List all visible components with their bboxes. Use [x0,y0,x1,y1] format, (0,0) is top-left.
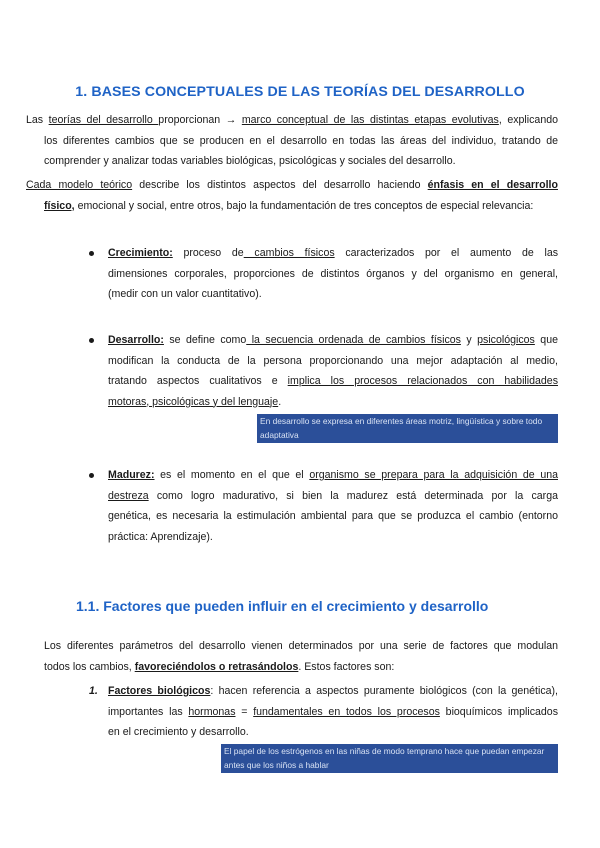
biologicos-line-2 [108,702,558,723]
madurez-line-3: genética, es necesaria la estimulación ambiental para que se produzca el cambio (entorno [108,510,558,522]
bullet-dot [89,251,94,256]
bullet-madurez [108,465,558,547]
factores-line-2 [44,657,558,678]
section-heading-1: 1. BASES CONCEPTUALES DE LAS TEORÍAS DEL DESARROLLO [75,84,525,100]
bold-underlined-text: énfasis en el desarrollo [427,179,558,191]
item-number: 1. [89,685,98,697]
desarrollo-line-2: modifican la conducta de la persona proporcionando una mejor adaptación al medio, [108,354,558,367]
models-line-2 [44,196,558,217]
intro-line-1 [26,110,558,131]
text: importantes las [108,705,189,718]
underlined-text: motoras, psicológicas y del lenguaje [108,395,279,408]
term-label: Factores biológicos [108,685,211,697]
bullet-dot [89,338,94,343]
bold-underlined-text: favoreciéndolos o retrasándolos [134,660,299,673]
text: emocional y social, entre otros, bajo la fundamentación de tres conceptos de especial relevancia: [74,199,534,212]
underlined-text: marco conceptual de las distintas etapas evolutivas [241,114,499,126]
text: , explicando [498,114,558,126]
text: . Estos factores son: [298,660,395,673]
text: todos los cambios, [44,660,135,673]
madurez-line-1 [108,465,558,486]
text: se define como [163,334,247,346]
underlined-text: destreza [108,489,149,502]
models-paragraph [26,175,558,216]
desarrollo-line-4 [108,392,558,413]
annotation-note-2: El papel de los estrógenos en las niñas de modo temprano hace que puedan empezar antes que los niños a hablar [221,744,558,773]
underlined-text: psicológicos [477,334,535,346]
term-label: Desarrollo: [108,334,164,346]
desarrollo-line-3 [108,371,558,392]
bullet-desarrollo [108,330,558,412]
factores-line-1: Los diferentes parámetros del desarrollo vienen determinados por una serie de factores que modulan [44,640,558,652]
biologicos-line-1 [108,681,558,702]
factores-intro-paragraph [44,636,558,677]
underlined-text: implica los procesos relacionados con habilidades [287,375,558,387]
text: bioquímicos implicados [439,705,558,718]
text: que [534,334,558,346]
numbered-item-biologicos [89,681,558,743]
underlined-text: cambios físicos [243,247,335,259]
text: caracterizados por el aumento de las [334,247,559,259]
text: proporcionan → [158,114,242,126]
intro-line-3: comprender y analizar todas variables biológicas, psicológicas y sociales del desarrollo. [44,155,456,167]
term-label: Madurez: [108,469,155,481]
text: Las [26,114,49,126]
underlined-text: Cada modelo teórico [26,179,133,191]
underlined-text: organismo se prepara para la adquisición de una [309,469,558,481]
underlined-text: hormonas [188,705,236,718]
term-label: Crecimiento: [108,247,173,259]
text: = [235,705,254,718]
models-line-1 [26,175,558,196]
bullet-dot [89,473,94,478]
text: . [278,395,282,408]
text: : hacen referencia a aspectos puramente biológicos (con la genética), [210,685,558,697]
crecimiento-line-3: (medir con un valor cuantitativo). [108,288,262,300]
annotation-note-1: En desarrollo se expresa en diferentes áreas motriz, lingüística y sobre todo adaptativa [257,414,558,443]
underlined-text: la secuencia ordenada de cambios físicos [246,334,461,346]
crecimiento-line-2: dimensiones corporales, proporciones de distintos órganos y del organismo en general, [108,267,558,280]
intro-paragraph [26,110,558,172]
text: y [460,334,478,346]
underlined-text: teorías del desarrollo [48,114,159,126]
text: como logro madurativo, si bien la madurez está determinada por la carga [148,489,558,502]
intro-line-2: los diferentes cambios que se producen en el desarrollo en todas las áreas del individuo, tratando de [44,134,558,147]
text: describe los distintos aspectos del desarrollo haciendo [132,179,428,191]
madurez-line-4: práctica: Aprendizaje). [108,530,213,543]
madurez-line-2 [108,486,558,507]
bold-underlined-text: físico, [44,199,75,212]
text: tratando aspectos cualitativos e [108,375,288,387]
underlined-text: fundamentales en todos los procesos [253,705,440,718]
text: es el momento en el que el [154,469,310,481]
biologicos-line-3: en el crecimiento y desarrollo. [108,726,249,738]
section-heading-2: 1.1. Factores que pueden influir en el crecimiento y desarrollo [76,598,489,614]
crecimiento-line-1 [108,243,558,264]
text: proceso de [172,247,244,259]
desarrollo-line-1 [108,330,558,351]
bullet-crecimiento [108,243,558,305]
